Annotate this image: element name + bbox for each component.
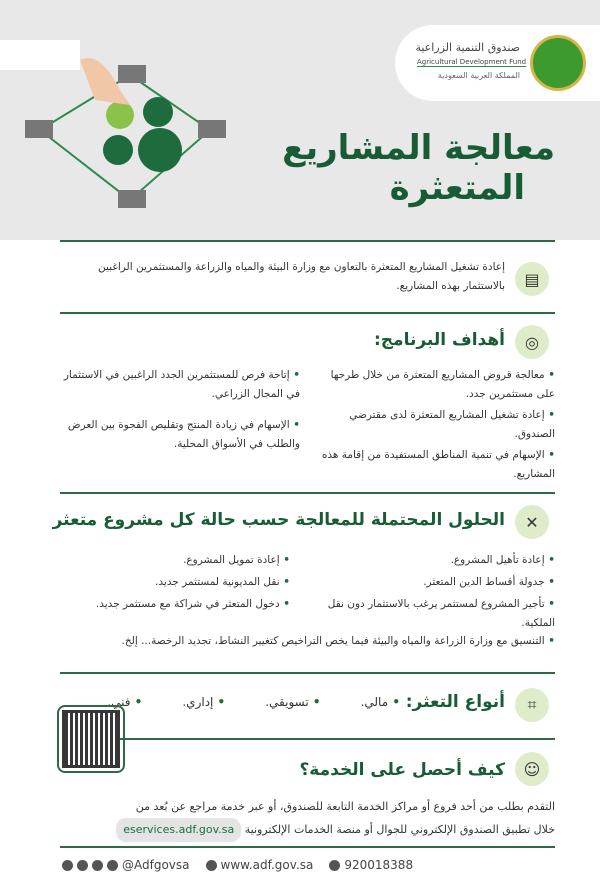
types-list (107, 695, 400, 709)
hero-banner (0, 0, 600, 240)
list-item: • الإسهام في زيادة المنتج وتقليص الفجوة بين العرض والطلب في الأسواق المحلية. (60, 416, 300, 454)
phone-icon (329, 860, 340, 871)
list-item: • فني. (107, 695, 142, 709)
social-handle[interactable]: @Adfgovsa (122, 858, 190, 872)
tools-icon: ✕ (515, 505, 549, 539)
divider (60, 240, 555, 242)
person-check-icon: ☺ (515, 752, 549, 786)
goals-left-list (60, 366, 300, 454)
divider (60, 492, 555, 494)
divider (60, 846, 555, 848)
how-text: التقدم بطلب من أحد فروع أو مراكز الخدمة التابعة للصندوق، أو عبر خدمة مراجع عن بُعد من خلال تطبيق الصندوق الإلكتروني للجوال أو منصة الخدمات الإلكترونية eservices.adf.gov.sa (55, 796, 555, 842)
list-item: • تسويقي. (265, 695, 320, 709)
qr-pattern-icon (65, 713, 117, 765)
goals-heading: أهداف البرنامج: (374, 330, 505, 350)
gears-illustration (0, 30, 290, 230)
solutions-heading: الحلول المحتملة للمعالجة حسب حالة كل مشروع متعثر (52, 510, 505, 530)
list-item: • إعادة تشغيل المشاريع المتعثرة لدى مقترضي الصندوق. (320, 406, 555, 444)
types-heading: أنواع التعثر: (405, 692, 505, 712)
linkedin-icon[interactable] (62, 860, 73, 871)
list-item: • نقل المديونية لمستثمر جديد. (60, 573, 290, 592)
list-item: • إداري. (182, 695, 225, 709)
logo-country: المملكة العربية السعودية (437, 71, 520, 80)
target-icon: ◎ (515, 325, 549, 359)
list-item: • الإسهام في تنمية المناطق المستفيدة من إقامة هذه المشاريع. (320, 446, 555, 484)
list-item: • إعادة تأهيل المشروع. (295, 551, 555, 570)
list-item: • دخول المتعثر في شراكة مع مستثمر جديد. (60, 595, 290, 614)
divider (60, 672, 555, 674)
twitter-icon[interactable] (77, 860, 88, 871)
logo-name-ar: صندوق التنمية الزراعية (415, 41, 520, 54)
solutions-right-list (295, 551, 555, 633)
flowchart-icon: ⌗ (515, 688, 549, 722)
list-item: • تأجير المشروع لمستثمر يرغب بالاستثمار دون نقل الملكية. (295, 595, 555, 633)
solutions-left-list (60, 551, 290, 614)
logo-name-en: Agricultural Development Fund (417, 58, 527, 66)
list-item: • مالي. (361, 695, 400, 709)
intro-text: إعادة تشغيل المشاريع المتعثرة بالتعاون مع وزارة البيئة والمياه والزراعة والمستثمرين الراغبين بالاستثمار بهذه المشاريع. (98, 261, 505, 292)
list-item: • التنسيق مع وزارة الزراعة والمياه والبيئة فيما يخص التراخيص كتغيير النشاط، تجديد الرخصة... إلخ. (60, 632, 555, 651)
goals-right-list (320, 366, 555, 484)
list-item: • جدولة أقساط الدين المتعثر. (295, 573, 555, 592)
monitor-document-icon: ▤ (515, 262, 549, 296)
list-item: • معالجة قروض المشاريع المتعثرة من خلال طرحها على مستثمرين جدد. (320, 366, 555, 404)
phone-number[interactable]: 920018388 (344, 858, 414, 872)
list-item: • إتاحة فرص للمستثمرين الجدد الراغبين في الاستثمار في المجال الزراعي. (60, 366, 300, 404)
website-link[interactable]: www.adf.gov.sa (220, 858, 314, 872)
how-heading: كيف أحصل على الخدمة؟ (299, 760, 505, 780)
qr-code[interactable] (57, 705, 125, 773)
facebook-icon[interactable] (107, 860, 118, 871)
eservices-link[interactable]: eservices.adf.gov.sa (116, 818, 241, 842)
list-item: • إعادة تمويل المشروع. (60, 551, 290, 570)
social-links (62, 858, 190, 872)
logo (395, 25, 600, 101)
youtube-icon[interactable] (92, 860, 103, 871)
page-title: معالجة المشاريع المتعثرة (282, 128, 555, 208)
footer (62, 858, 413, 872)
divider (60, 312, 555, 314)
palm-emblem-icon (530, 35, 586, 91)
globe-icon (206, 860, 217, 871)
divider (120, 738, 555, 740)
